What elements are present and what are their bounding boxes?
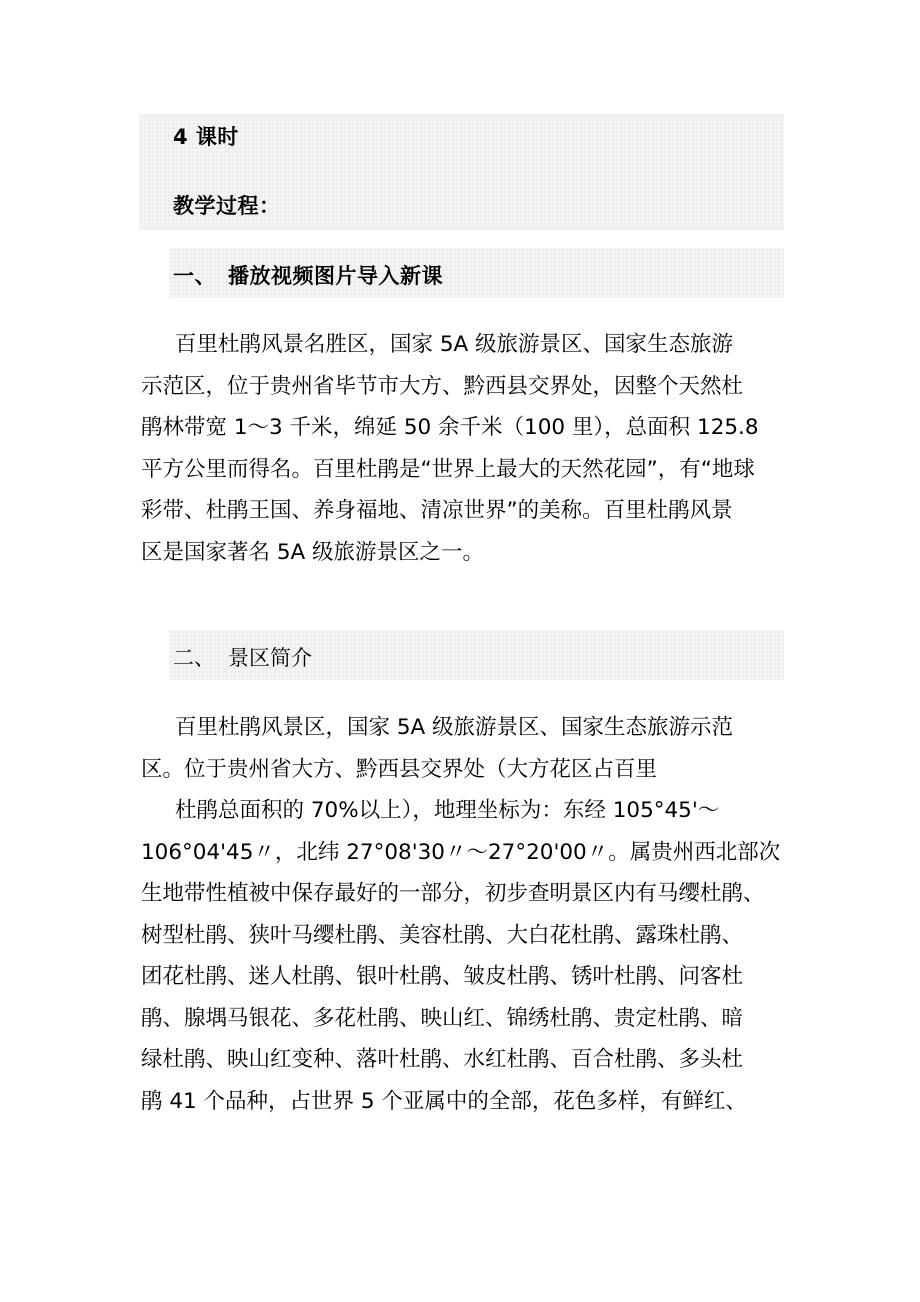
paragraph-line: 106°04'45〃，北纬 27°08'30〃～27°20'00〃。属贵州西北部次 bbox=[141, 839, 781, 865]
paragraph-line: 绿杜鹃、映山红变种、落叶杜鹃、水红杜鹃、百合杜鹃、多头杜 bbox=[141, 1047, 744, 1072]
paragraph-line: 鹃 41 个品种，占世界 5 个亚属中的全部，花色多样，有鲜红、 bbox=[141, 1088, 747, 1114]
paragraph-line: 团花杜鹃、迷人杜鹃、银叶杜鹃、皱皮杜鹃、锈叶杜鹃、问客杜 bbox=[141, 964, 744, 989]
paragraph-line: 鹃林带宽 1～3 千米，绵延 50 余千米（100 里），总面积 125.8 bbox=[141, 415, 759, 440]
teaching-process-title: 教学过程： bbox=[173, 194, 281, 218]
paragraph-line: 区。位于贵州省大方、黔西县交界处（大方花区占百里 bbox=[141, 756, 658, 782]
paragraph-line: 彩带、杜鹃王国、养身福地、清凉世界”的美称。百里杜鹃风景 bbox=[141, 498, 733, 523]
paragraph-overview bbox=[141, 707, 801, 1122]
paragraph-line: 树型杜鹃、狭叶马缨杜鹃、美容杜鹃、大白花杜鹃、露珠杜鹃、 bbox=[141, 922, 744, 948]
paragraph-line: 百里杜鹃风景名胜区，国家 5A 级旅游景区、国家生态旅游 bbox=[175, 332, 734, 357]
lesson-hours: 4 课时 bbox=[173, 125, 239, 149]
paragraph-line: 鹃、腺堣马银花、多花杜鹃、映山红、锦绣杜鹃、贵定杜鹃、暗 bbox=[141, 1005, 744, 1031]
paragraph-line: 平方公里而得名。百里杜鹃是“世界上最大的天然花园”，有“地球 bbox=[141, 456, 755, 482]
paragraph-line: 区是国家著名 5A 级旅游景区之一。 bbox=[141, 539, 485, 565]
section2-title: 景区简介 bbox=[228, 646, 312, 670]
paragraph-line: 百里杜鹃风景区，国家 5A 级旅游景区、国家生态旅游示范 bbox=[175, 715, 734, 740]
section1-title: 播放视频图片导入新课 bbox=[228, 264, 443, 288]
paragraph-intro bbox=[141, 324, 791, 573]
section1-number: 一、 bbox=[173, 264, 216, 288]
paragraph-line: 示范区，位于贵州省毕节市大方、黔西县交界处，因整个天然杜 bbox=[141, 373, 744, 399]
paragraph-line: 生地带性植被中保存最好的一部分，初步查明景区内有马缨杜鹃、 bbox=[141, 881, 765, 906]
section2-number: 二、 bbox=[173, 646, 215, 670]
paragraph-line: 杜鹃总面积的 70%以上），地理坐标为：东经 105°45'～ bbox=[175, 798, 720, 823]
